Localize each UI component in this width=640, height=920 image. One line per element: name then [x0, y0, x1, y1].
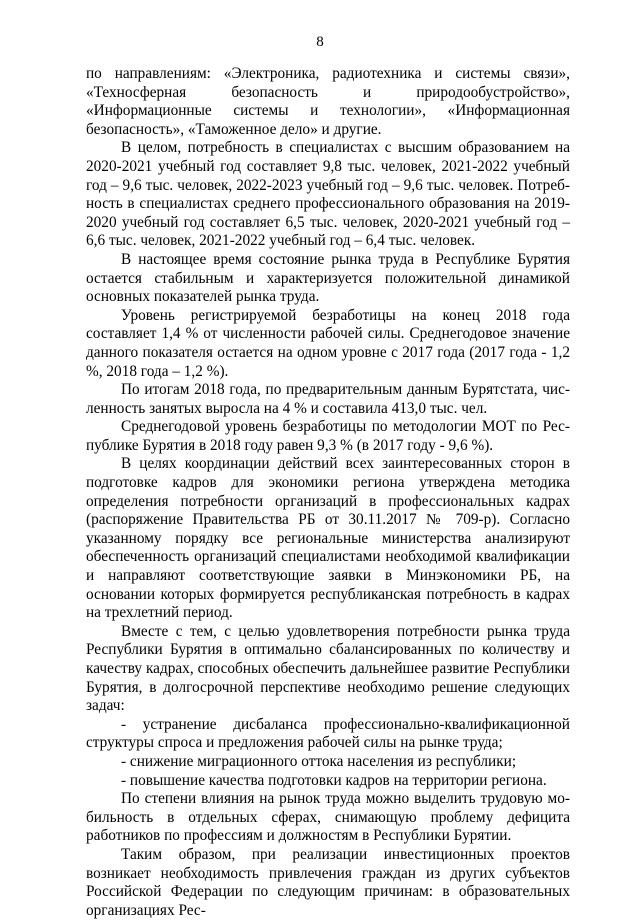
list-item-training-quality: - повышение качества подготовки кадров на территории региона.: [121, 771, 547, 789]
paragraph-ilo-unemployment: Среднегодовой уровень безработицы по методологии МОТ по Республике Бурятия в 2018 году равен 9,3 % (в 2017 году - 9,6 %).: [86, 418, 570, 454]
paragraph-specialist-demand: В целом, потребность в специалистах с высшим образованием на 2020-2021 учебный год составляет 9,8 тыс. человек, 2021-2022 учебный год – 9,6 тыс. человек, 2022-2023 учебный год – 9,6 тыс. человек. Потребность в специалистах среднего профессионального образования на 2019-2020 учебный год составляет 6,5 тыс. человек, 2020-2021 учебный год – 6,6 тыс. человек, 2021-2022 учебный год – 6,4 тыс. человек.: [86, 139, 570, 250]
list-item-imbalance: - устранение дисбаланса профессионально-квалификационной структуры спроса и предложения рабочей силы на рынке труда;: [86, 715, 570, 752]
paragraph-investment-projects: Таким образом, при реализации инвестиционных проектов возникает необходимость привлечения граждан из других субъектов Российской Федерации по следующим причинам: в образовательных организациях Рес-: [86, 845, 570, 919]
paragraph-employment-growth: По итогам 2018 года, по предварительным данным Бурятстата, численность занятых выросла на 4 % и составила 413,0 тыс. чел.: [86, 381, 570, 417]
paragraph-directions-list: по направлениям: «Электроника, радиотехника и системы связи», «Техносферная безопасность и природообустройство», «Информационные системы и технологии», «Информационная безопасность», «Таможенное дело» и другие.: [86, 65, 570, 138]
paragraph-tasks-intro: Вместе с тем, с целью удовлетворения потребности рынка труда Республики Бурятия в оптимально сбалансированных по количеству и качеству кадрах, способных обеспечить дальнейшее развитие Республики Бурятия, в долгосрочной перспективе необходимо решение следующих задач:: [86, 622, 570, 715]
list-item-migration: - снижение миграционного оттока населения из республики;: [121, 752, 517, 770]
page-number: 8: [316, 34, 324, 50]
paragraph-coordination-methodology: В целях координации действий всех заинтересованных сторон в подготовке кадров для экономики региона утверждена методика определения потребности организаций в профессиональных кадрах (распоряжение Правительства РБ от 30.11.2017 № 709-р). Согласно указанному порядку все региональные министерства анализируют обеспеченность организаций специалистами необходимой квалификации и направляют соответствующие заявки в Минэкономики РБ, на основании которых формируется республиканская потребность в кадрах на трехлетний период.: [86, 455, 570, 622]
paragraph-registered-unemployment: Уровень регистрируемой безработицы на конец 2018 года составляет 1,4 % от численности рабочей силы. Среднегодовое значение данного показателя остается на одном уровне с 2017 года (2017 года - 1,2 %, 2018 года – 1,2 %).: [86, 306, 570, 380]
document-body: [86, 65, 570, 920]
paragraph-labor-mobility: По степени влияния на рынок труда можно выделить трудовую мобильность в отдельных сферах, снимающую проблему дефицита работников по профессиям и должностям в Республики Бурятии.: [86, 790, 570, 845]
paragraph-labor-market-state: В настоящее время состояние рынка труда в Республике Бурятия остается стабильным и характеризуется положительной динамикой основных показателей рынка труда.: [86, 250, 570, 306]
